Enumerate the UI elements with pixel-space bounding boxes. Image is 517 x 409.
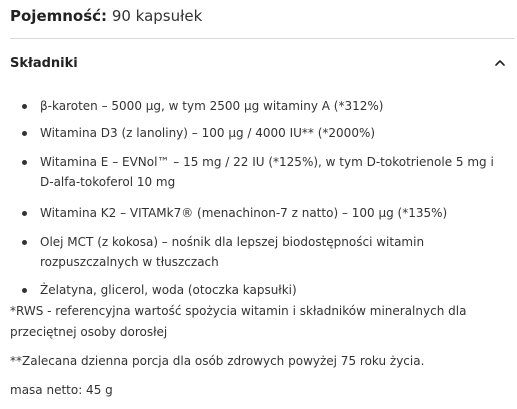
rws-footnote: *RWS - referencyjna wartość spożycia witamin i składników mineralnych dla przeciętnej osoby dorosłej: [10, 304, 467, 339]
chevron-up-icon[interactable]: [493, 56, 507, 70]
bullet-icon: [22, 240, 27, 245]
bullet-icon: [22, 104, 27, 109]
list-item: [10, 232, 505, 272]
bullet-icon: [22, 211, 27, 216]
bullet-icon: [22, 131, 27, 136]
list-item: [10, 96, 505, 116]
dose-footnote: **Zalecana dzienna porcja dla osób zdrowych powyżej 75 roku życia.: [10, 354, 425, 368]
ingredient-text: Olej MCT (z kokosa) – nośnik dla lepszej biodostępności witamin rozpuszczalnych w tłuszczach: [40, 235, 425, 269]
list-item: [10, 203, 505, 223]
ingredient-text: Żelatyna, glicerol, woda (otoczka kapsułki): [40, 283, 297, 297]
net-mass: masa netto: 45 g: [10, 383, 113, 397]
ingredient-text: Witamina E – EVNol™ – 15 mg / 22 IU (*125%), w tym D-tokotrienole 5 mg i D-alfa-tokoferol 10 mg: [40, 155, 494, 189]
ingredient-text: β-karoten – 5000 µg, w tym 2500 µg witaminy A (*312%): [40, 99, 384, 113]
bullet-icon: [22, 288, 27, 293]
capacity-label: Pojemność:: [10, 7, 108, 25]
list-item: [10, 123, 505, 143]
ingredient-text: Witamina D3 (z lanoliny) – 100 µg / 4000 IU** (*2000%): [40, 126, 376, 140]
ingredient-text: Witamina K2 – VITAMk7® (menachinon-7 z natto) – 100 µg (*135%): [40, 206, 448, 220]
list-item: [10, 280, 505, 300]
bullet-icon: [22, 160, 27, 165]
ingredients-list: [10, 96, 505, 300]
ingredients-accordion-header[interactable]: [10, 52, 507, 74]
list-item: [10, 152, 505, 192]
section-divider: [10, 38, 515, 39]
capacity-value: 90 kapsułek: [107, 7, 203, 25]
accordion-title: Składniki: [10, 55, 78, 71]
capacity-line: [10, 6, 202, 26]
